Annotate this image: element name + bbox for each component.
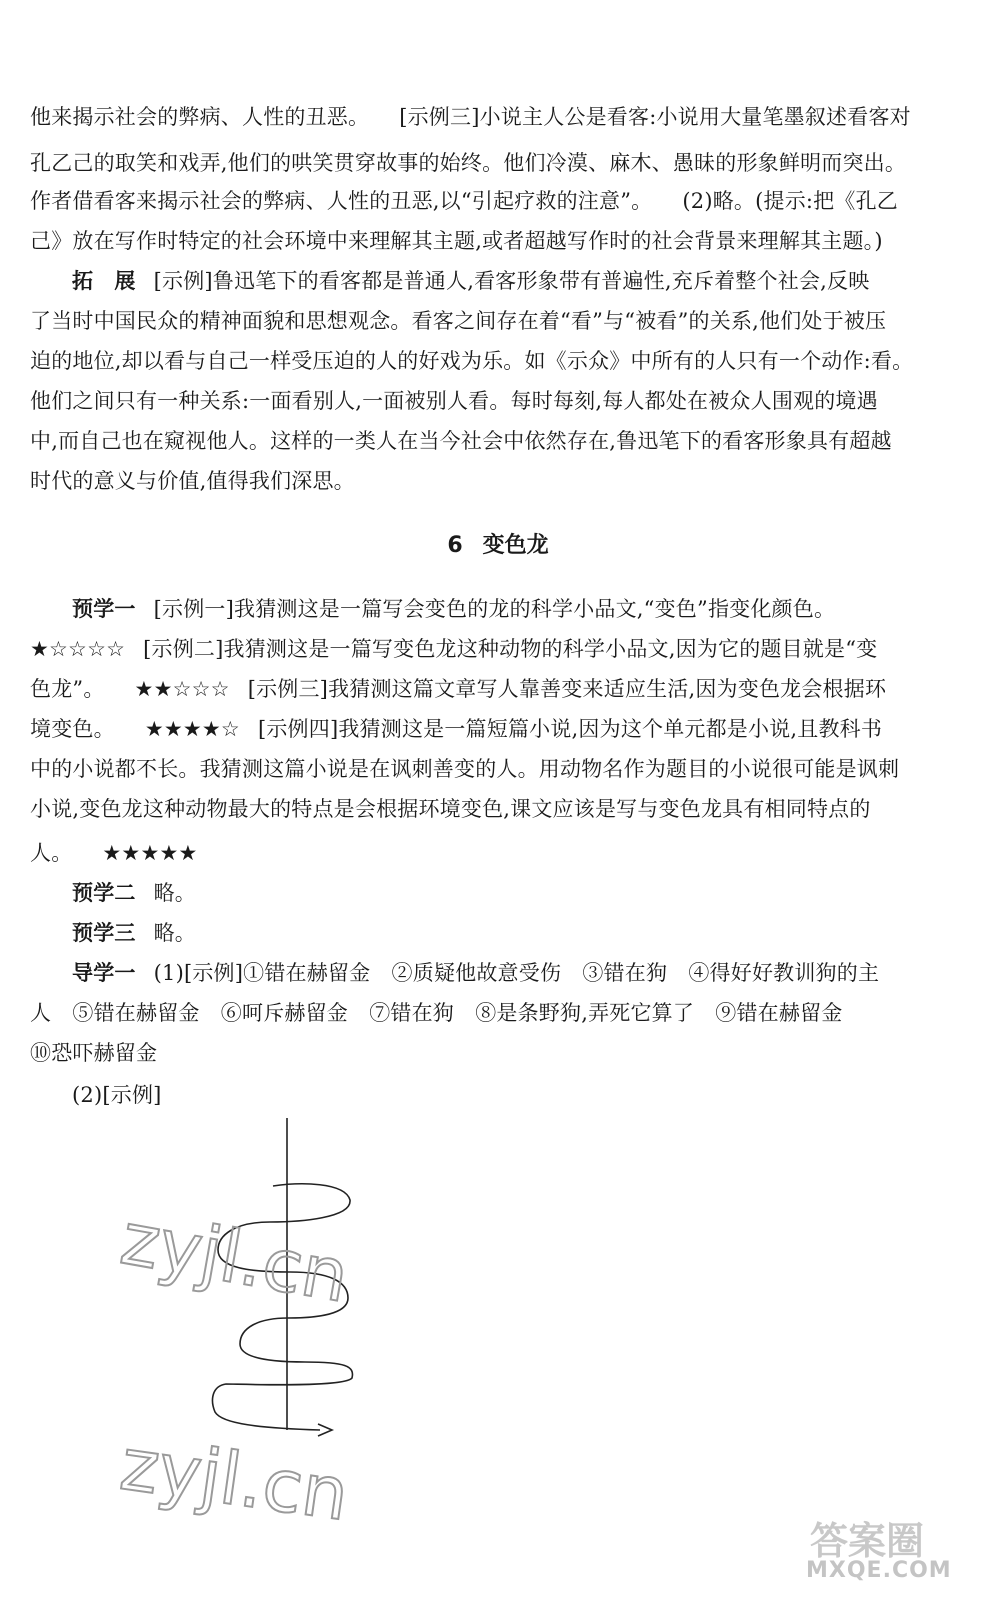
text-line: 中,而自己也在窥视他人。这样的一类人在当今社会中依然存在,鲁迅笔下的看客形象具有超越 — [30, 429, 892, 453]
section-label: 导学一 — [72, 960, 136, 985]
logo-watermark: 答案圈 — [810, 1519, 925, 1563]
text-line: (2)[示例] — [72, 1083, 162, 1107]
arrow-head-icon — [318, 1424, 332, 1436]
section-number: 6 — [447, 533, 463, 558]
text-segment: 境变色。 — [30, 717, 115, 741]
text-segment: 略。 — [153, 881, 197, 905]
section-label: 预学二 — [72, 880, 136, 905]
text-line: 中的小说都不长。我猜测这篇小说是在讽刺善变的人。用动物名作为题目的小说很可能是讽刺 — [30, 757, 900, 781]
text-segment: [示例]鲁迅笔下的看客都是普通人,看客形象带有普遍性,充斥着整个社会,反映 — [153, 269, 870, 293]
text-line: 人 ⑤错在赫留金 ⑥呵斥赫留金 ⑦错在狗 ⑧是条野狗,弄死它算了 ⑨错在赫留金 — [30, 1001, 843, 1025]
section-label: 预学三 — [72, 920, 136, 945]
watermark-text: zyjl.cn — [115, 1421, 354, 1537]
text-line: 了当时中国民众的精神面貌和思想观念。看客之间存在着“看”与“被看”的关系,他们处于被压 — [30, 309, 887, 333]
star-rating: ★★★★★ — [102, 841, 198, 865]
text-segment: [示例二]我猜测这是一篇写变色龙这种动物的科学小品文,因为它的题目就是“变 — [143, 637, 878, 661]
text-segment: [示例四]我猜测这是一篇短篇小说,因为这个单元都是小说,且教科书 — [257, 717, 883, 741]
text-line: 迫的地位,却以看与自己一样受压迫的人的好戏为乐。如《示众》中所有的人只有一个动作:看。 — [30, 349, 914, 373]
text-segment: 色龙”。 — [30, 677, 105, 701]
text-segment: 人。 — [30, 841, 73, 865]
text-segment: 作者借看客来揭示社会的弊病、人性的丑恶,以“引起疗救的注意”。 — [30, 189, 653, 213]
text-line: 小说,变色龙这种动物最大的特点是会根据环境变色,课文应该是写与变色龙具有相同特点的 — [30, 797, 871, 821]
text-line: ⑩恐吓赫留金 — [30, 1041, 158, 1065]
text-segment: [示例一]我猜测这是一篇写会变色的龙的科学小品文,“变色”指变化颜色。 — [153, 597, 836, 621]
text-segment: (1)[示例]①错在赫留金 ②质疑他故意受伤 ③错在狗 ④得好好教训狗的主 — [153, 961, 880, 985]
text-segment: (2)略。(提示:把《孔乙 — [682, 189, 898, 213]
text-line: 时代的意义与价值,值得我们深思。 — [30, 469, 355, 493]
star-rating: ★☆☆☆☆ — [30, 637, 126, 661]
text-segment: [示例三]我猜测这篇文章写人靠善变来适应生活,因为变色龙会根据环 — [247, 677, 887, 701]
star-rating: ★★★★☆ — [144, 717, 240, 741]
text-segment: [示例三]小说主人公是看客:小说用大量笔墨叙述看客对 — [399, 105, 911, 129]
watermark-text: zyjl.cn — [115, 1196, 355, 1319]
text-line: 己》放在写作时特定的社会环境中来理解其主题,或者超越写作时的社会背景来理解其主题。) — [30, 229, 883, 253]
text-segment: 他来揭示社会的弊病、人性的丑恶。 — [30, 105, 370, 129]
section-label: 预学一 — [72, 596, 136, 621]
section-label: 拓 展 — [72, 268, 136, 293]
section-title-text: 变色龙 — [482, 533, 549, 558]
text-segment: 略。 — [153, 921, 197, 945]
site-watermark: MXQE.COM — [806, 1558, 952, 1583]
star-rating: ★★☆☆☆ — [134, 677, 230, 701]
text-line: 孔乙己的取笑和戏弄,他们的哄笑贯穿故事的始终。他们冷漠、麻木、愚昧的形象鲜明而突出。 — [30, 151, 907, 175]
text-line: 他们之间只有一种关系:一面看别人,一面被别人看。每时每刻,每人都处在被众人围观的境遇 — [30, 389, 878, 413]
